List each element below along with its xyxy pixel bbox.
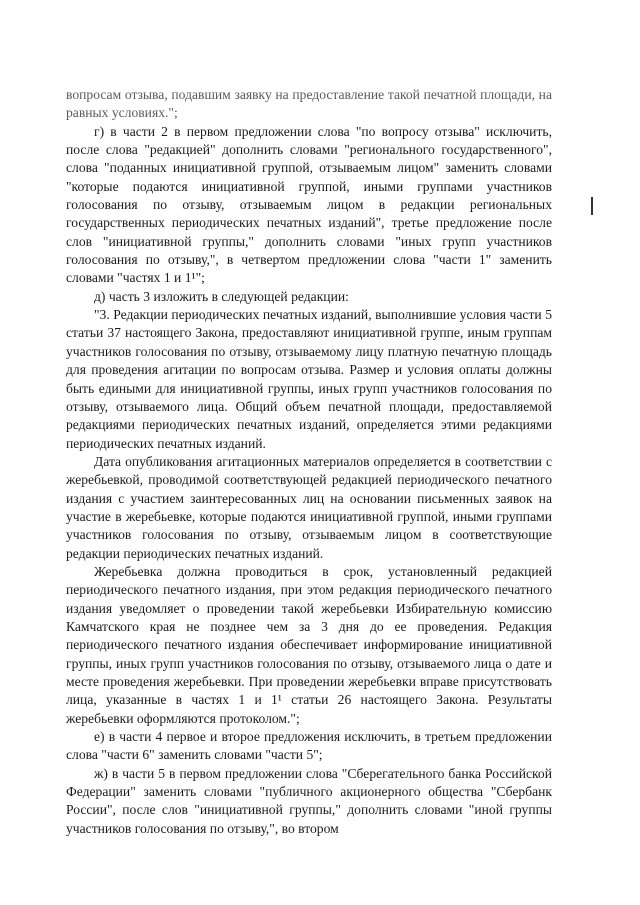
paragraph-item-d: д) часть 3 изложить в следующей редакции: [94,288,349,304]
paragraph-item-g: г) в части 2 в первом предложении слова "по вопросу отзыва" исключить, после слова "редакцией" дополнить словами "регионального государственного", слова "поданных инициативной группой, отзываемым лицом" заменить словами "которые подаются инициативной группой, иными группами участников голосования по отзыву, отзываемым лицом в редакции региональных государственных периодических печатных изданий", третье предложение после слов "инициативной группы," дополнить словами "иных групп участников голосования по отзыву,", в четвертом предложении слова "части 1" заменить словами "частях 1 и 1¹"; [66,123,552,286]
margin-mark [591,197,593,215]
paragraph-item-e: е) в части 4 первое и второе предложения исключить, в третьем предложении слова "части 6" заменить словами "части 5"; [66,729,552,763]
paragraph-lottery: Жеребьевка должна проводиться в срок, установленный редакцией периодического печатного издания, при этом редакция периодического печатного издания уведомляет о проведении такой жеребьевки Избирательную комиссию Камчатского края не позднее чем за 3 дня до ее проведения. Редакция периодического печатного издания обеспечивает информирование инициативной группы, иных групп участников голосования по отзыву, отзываемого лица о дате и месте проведения жеребьевки. При проведении жеребьевки вправе присутствовать лица, указанные в частях 1 и 1¹ статьи 26 настоящего Закона. Результаты жеребьевки оформляются протоколом."; [66,563,552,726]
paragraph-continuation: вопросам отзыва, подавшим заявку на предоставление такой печатной площади, на равных условиях."; [66,87,552,121]
paragraph-part-3: "3. Редакции периодических печатных изданий, выполнившие условия части 5 статьи 37 настоящего Закона, предоставляют инициативной группе, иным группам участников голосования по отзыву, отзываемому лицу платную печатную площадь для проведения агитации по вопросам отзыва. Размер и условия оплаты должны быть едиными для инициативной группы, иных групп участников голосования по отзыву, отзываемого лица. Общий объем печатной площади, предоставляемой редакциями периодических печатных изданий, определяется этими редакциями периодических печатных изданий. [66,307,552,451]
paragraph-publication-date: Дата опубликования агитационных материалов определяется в соответствии с жеребьевкой, проводимой соответствующей редакцией периодического печатного издания с участием заинтересованных лиц на основании письменных заявок на участие в жеребьевке, которые подаются инициативной группой, иными группами участников голосования по отзыву, отзываемым лицом в соответствующие редакции периодических печатных изданий. [66,453,552,561]
document-page [66,86,552,838]
paragraph-item-zh: ж) в части 5 в первом предложении слова "Сберегательного банка Российской Федерации" заменить словами "публичного акционерного общества "Сбербанк России", после слов "инициативной группы," дополнить словами "иной группы участников голосования по отзыву,", во втором [66,765,552,836]
